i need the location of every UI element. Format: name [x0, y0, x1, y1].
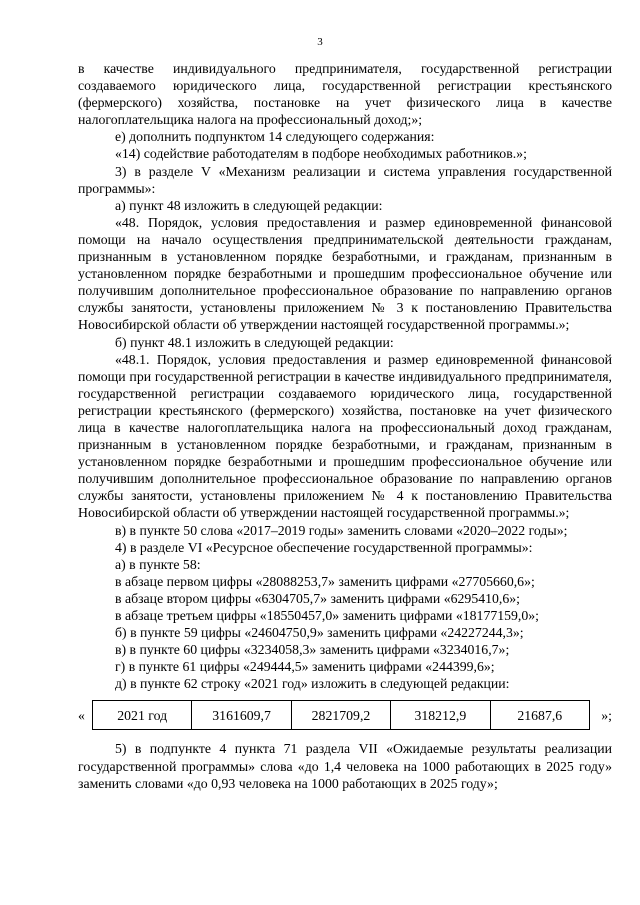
paragraph: е) дополнить подпунктом 14 следующего содержания: — [115, 129, 435, 145]
table-cell: 318212,9 — [391, 701, 490, 730]
paragraph: «48. Порядок, условия предоставления и размер единовременной финансовой помощи на начало осуществления предпринимательской деятельности гражданам, признанным в установленном порядке безработными, и гражданам, признанным в установленном порядке безработными и прошедшим профессиональное обучение или получившим дополнительное профессиональное образование по направлению органов службы занятости, установлены приложением № 3 к постановлению Правительства Новосибирской области об утверждении настоящей государственной программы.»; — [78, 214, 612, 333]
paragraph: 3) в разделе V «Механизм реализации и система управления государственной программы»: — [78, 163, 612, 196]
paragraph: в абзаце втором цифры «6304705,7» заменить цифрами «6295410,6»; — [115, 590, 521, 606]
paragraph: д) в пункте 62 строку «2021 год» изложить в следующей редакции: — [115, 676, 510, 692]
budget-table — [92, 700, 590, 730]
quote-close: »; — [601, 707, 612, 723]
paragraph: в) в пункте 50 слова «2017–2019 годы» заменить словами «2020–2022 годы»; — [115, 522, 568, 538]
paragraph: а) пункт 48 изложить в следующей редакции: — [115, 197, 383, 213]
table-cell: 2821709,2 — [291, 701, 390, 730]
paragraph: «14) содействие работодателям в подборе необходимых работников.»; — [115, 146, 527, 162]
paragraph: б) пункт 48.1 изложить в следующей редакции: — [115, 334, 394, 350]
paragraph: 4) в разделе VI «Ресурсное обеспечение государственной программы»: — [115, 539, 533, 555]
paragraph: а) в пункте 58: — [115, 556, 201, 572]
table-cell: 3161609,7 — [192, 701, 291, 730]
paragraph: в абзаце первом цифры «28088253,7» заменить цифрами «27705660,6»; — [115, 573, 535, 589]
paragraph: «48.1. Порядок, условия предоставления и размер единовременной финансовой помощи при государственной регистрации в качестве индивидуального предпринимателя, государственной регистрации создаваемого юридического лица, государственной регистрации крестьянского (фермерского) хозяйства, постановке на учет физического лица в качестве налогоплательщика налога на профессиональный доход гражданам, признанным в установленном порядке безработными, и гражданам, признанным в установленном порядке безработными и прошедшим профессиональное обучение или получившим дополнительное профессиональное образование по направлению органов службы занятости, установлены приложением № 4 к постановлению Правительства Новосибирской области об утверждении настоящей государственной программы.»; — [78, 351, 612, 521]
paragraph: г) в пункте 61 цифры «249444,5» заменить цифрами «244399,6»; — [115, 659, 495, 675]
paragraph: 5) в подпункте 4 пункта 71 раздела VII «Ожидаемые результаты реализации государственной программы» слова «до 1,4 человека на 1000 работающих в 2025 году» заменить словами «до 0,93 человека на 1000 работающих в 2025 году»; — [78, 741, 612, 791]
table-cell-year: 2021 год — [93, 701, 192, 730]
document-body — [78, 60, 612, 792]
table-row — [93, 701, 590, 730]
paragraph: в качестве индивидуального предпринимателя, государственной регистрации создаваемого юридического лица, государственной регистрации крестьянского (фермерского) хозяйства, постановке на учет физического лица в качестве налогоплательщика налога на профессиональный доход;»; — [78, 61, 612, 128]
quote-open: « — [78, 707, 85, 723]
paragraph: в абзаце третьем цифры «18550457,0» заменить цифрами «18177159,0»; — [115, 608, 540, 623]
page-number: 3 — [317, 36, 323, 48]
paragraph: б) в пункте 59 цифры «24604750,9» заменить цифрами «24227244,3»; — [115, 625, 524, 641]
paragraph: в) в пункте 60 цифры «3234058,3» заменить цифрами «3234016,7»; — [115, 642, 510, 658]
amendment-table-row — [78, 700, 612, 730]
table-cell: 21687,6 — [490, 701, 589, 730]
